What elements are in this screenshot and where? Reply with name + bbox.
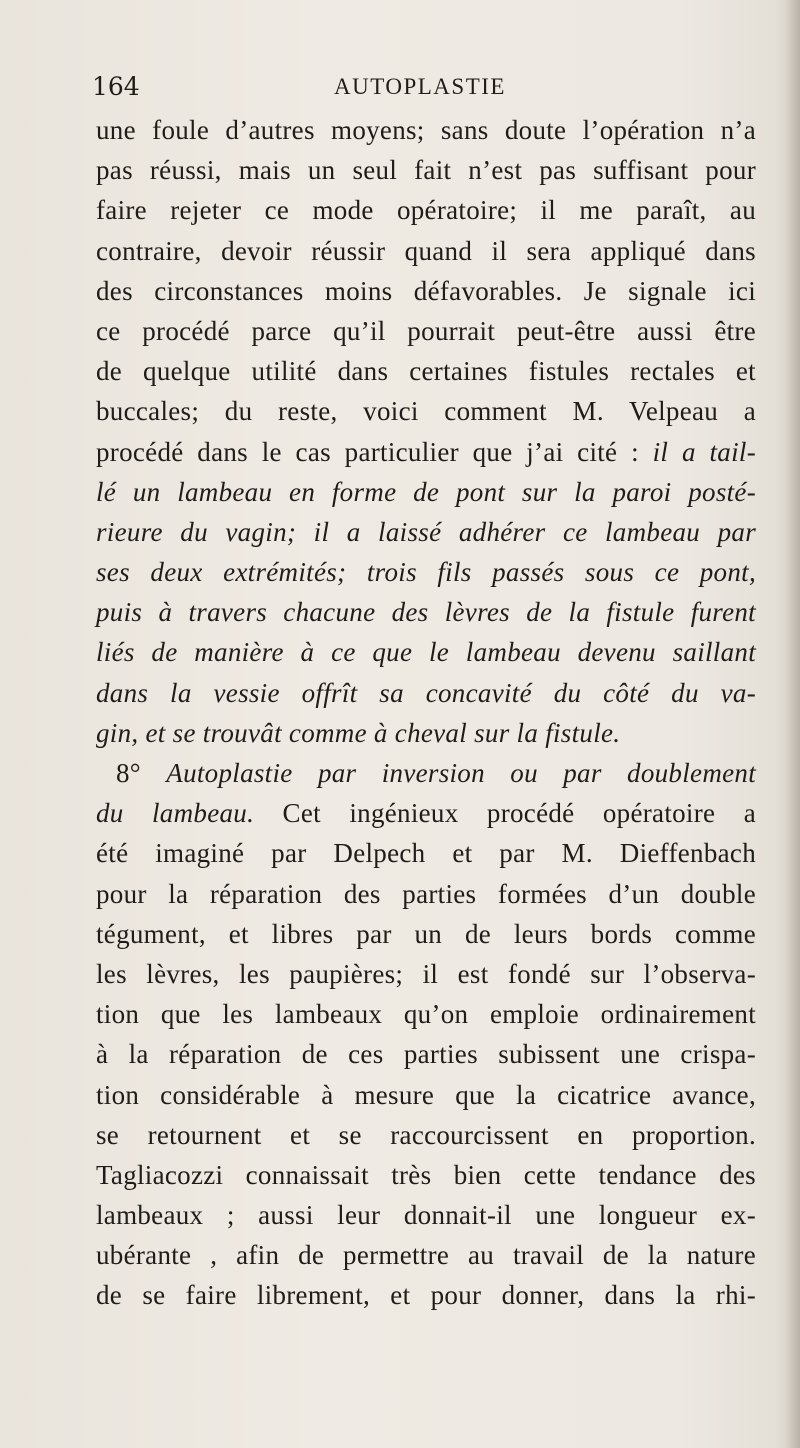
running-title: AUTOPLASTIE — [334, 74, 506, 99]
text-line — [96, 190, 756, 230]
text-segment: se retournent et se raccourcissent en proportion. — [96, 1119, 756, 1150]
text-segment: pas réussi, mais un seul fait n’est pas suffisant pour — [96, 155, 756, 186]
body-text — [96, 110, 756, 1316]
italic-text: liés de manière à ce que le lambeau devenu saillant — [96, 637, 756, 668]
text-line — [96, 552, 756, 592]
text-segment: une foule d’autres moyens; sans doute l’opération n’a — [96, 115, 756, 145]
text-line — [96, 1034, 756, 1074]
text-segment: contraire, devoir réussir quand il sera appliqué dans — [96, 235, 756, 266]
text-segment: buccales; du reste, voici comment M. Velpeau a — [96, 396, 756, 427]
text-segment: ce procédé parce qu’il pourrait peut-être aussi être — [96, 315, 756, 346]
italic-text: puis à travers chacune des lèvres de la fistule furent — [96, 597, 756, 628]
text-line — [96, 271, 756, 311]
text-line — [96, 432, 756, 472]
italic-text: rieure du vagin; il a laissé adhérer ce lambeau par — [96, 516, 756, 547]
italic-text: lé un lambeau en forme de pont sur la paroi posté- — [96, 476, 756, 507]
text-line — [96, 793, 756, 833]
text-line — [96, 150, 756, 190]
text-line — [96, 833, 756, 873]
text-line — [96, 753, 756, 793]
text-line — [96, 1195, 756, 1235]
text-segment: les lèvres, les paupières; il est fondé sur l’observa- — [96, 958, 756, 989]
text-line — [96, 110, 756, 150]
text-line — [96, 673, 756, 713]
text-line — [96, 1235, 756, 1275]
text-line — [96, 1115, 756, 1155]
text-segment: ubérante , afin de permettre au travail de la nature — [96, 1240, 756, 1271]
text-line — [96, 632, 756, 672]
text-segment: tégument, et libres par un de leurs bords comme — [96, 918, 756, 949]
text-segment: de quelque utilité dans certaines fistules rectales et — [96, 356, 756, 387]
text-line — [96, 874, 756, 914]
text-line — [96, 231, 756, 271]
text-line — [96, 512, 756, 552]
text-line — [96, 391, 756, 431]
italic-text: gin, et se trouvât comme à cheval sur la fistule. — [96, 717, 621, 748]
text-segment: tion que les lambeaux qu’on emploie ordinairement — [96, 999, 756, 1030]
text-segment: des circonstances moins défavorables. Je signale ici — [96, 275, 756, 306]
text-segment: de se faire librement, et pour donner, dans la rhi- — [96, 1280, 756, 1311]
text-segment: tion considérable à mesure que la cicatrice avance, — [96, 1079, 756, 1110]
text-line — [96, 1155, 756, 1195]
text-line — [96, 351, 756, 391]
text-segment: faire rejeter ce mode opératoire; il me paraît, au — [96, 195, 756, 226]
italic-text: ses deux extrémités; trois fils passés sous ce pont, — [96, 557, 756, 588]
text-segment: Cet ingénieux procédé opératoire a — [254, 798, 756, 829]
text-line — [96, 472, 756, 512]
text-line — [96, 994, 756, 1034]
text-segment: procédé dans le cas particulier que j’ai cité : — [96, 436, 653, 467]
text-line — [96, 914, 756, 954]
page-header — [86, 68, 526, 108]
text-line — [96, 1075, 756, 1115]
italic-text: il a tail- — [652, 436, 757, 467]
text-segment: pour la réparation des parties formées d’un double — [96, 878, 756, 909]
text-line — [96, 311, 756, 351]
text-segment: Tagliacozzi connaissait très bien cette tendance des — [96, 1159, 756, 1190]
page-number: 164 — [92, 72, 140, 101]
italic-text: Autoplastie par inversion ou par doublement — [166, 758, 757, 788]
italic-text: du lambeau. — [96, 798, 255, 829]
text-line — [96, 713, 756, 753]
text-line — [96, 954, 756, 994]
text-line — [96, 1275, 756, 1315]
italic-text: dans la vessie offrît sa concavité du côté du va- — [96, 677, 756, 708]
text-segment: 8° — [116, 758, 167, 788]
text-line — [96, 592, 756, 632]
text-segment: lambeaux ; aussi leur donnait-il une longueur ex- — [96, 1200, 756, 1231]
page-edge-shadow — [786, 0, 800, 1448]
text-segment: à la réparation de ces parties subissent une crispa- — [96, 1039, 756, 1070]
text-segment: été imaginé par Delpech et par M. Dieffenbach — [96, 838, 756, 869]
